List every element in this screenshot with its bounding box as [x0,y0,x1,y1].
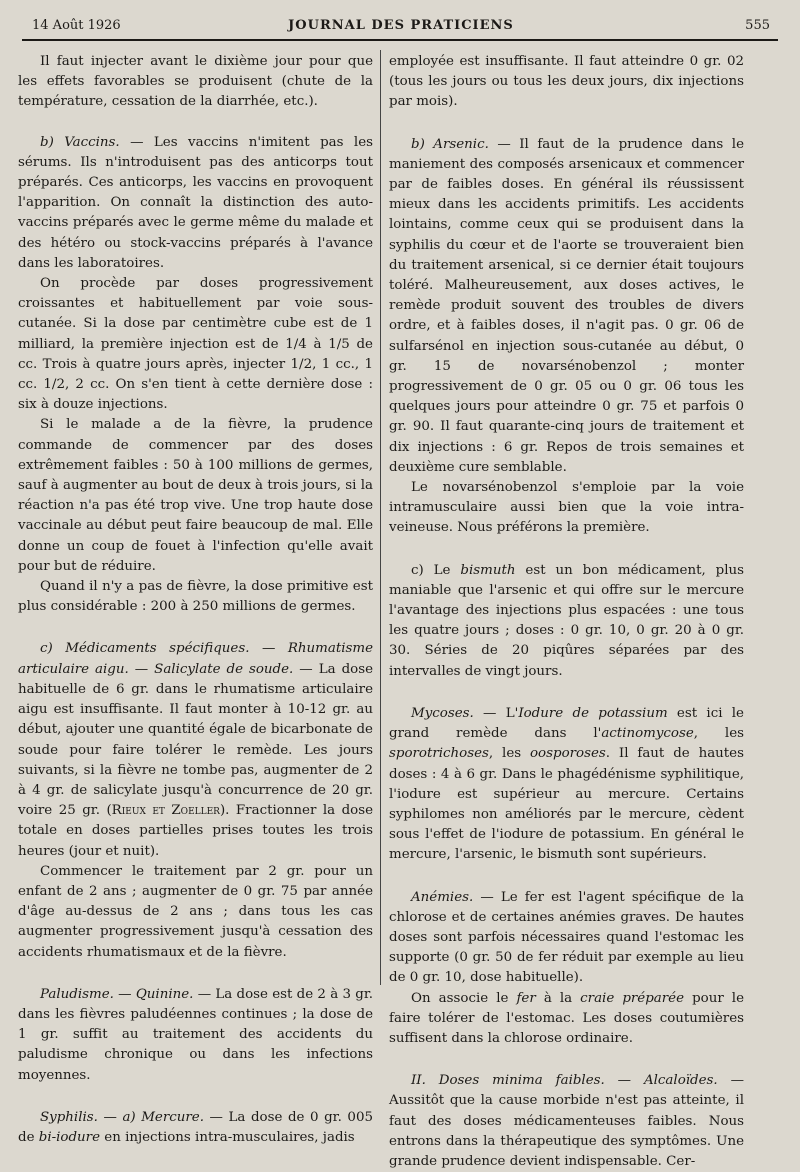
section-heading: c) Médicaments spécifiques. — Rhumatisme articulaire aigu. — Salicylate de soude. [18,641,373,677]
left-column [18,52,373,1148]
paragraph-vaccins: b) Vaccins. — Les vaccins n'imitent pas les sérums. Ils n'introduisent pas des anticorps tout préparés. Ces anticorps, les vaccins en provoquent l'apparition. On connaît la distinction des auto-vaccins préparés avec le germe même du malade et des hétéro ou stock-vaccins préparés à l'avance dans les laboratoires. [18,134,373,271]
paragraph: Quand il n'y a pas de fièvre, la dose primitive est plus considérable : 200 à 250 millions de germes. [18,579,373,615]
paragraph-fer: On associe le fer à la craie préparée pour le faire tolérer de l'estomac. Les doses coutumières suffisent dans la chlorose ordinaire. [389,990,744,1046]
paragraph: Commencer le traitement par 2 gr. pour un enfant de 2 ans ; augmenter de 0 gr. 75 par année d'âge au-dessus de 2 ans ; dans tous les cas augmenter progressivement jusqu'à cessation des accidents rhumatismaux et de la fièvre. [18,863,373,960]
paragraph-paludisme: Paludisme. — Quinine. — La dose est de 2 à 3 gr. dans les fièvres paludéennes continues ; la dose de 1 gr. suffit au traitement des accidents du paludisme chronique ou dans les infections moyennes. [18,986,373,1083]
paragraph-arsenic: b) Arsenic. — Il faut de la prudence dans le maniement des composés arsenicaux et commencer par de faibles doses. En général ils réussissent mieux dans les accidents primitifs. Les accidents lointains, comme ceux qui se produisent dans la syphilis du cœur et de l'aorte se trouveraient bien du traitement arsenical, si ce dernier était toujours toléré. Malheureusement, aux doses actives, le remède produit souvent des troubles de divers ordre, et à faibles doses, il n'agit pas. 0 gr. 06 de sulfarsénol en injection sous-cutanée au début, 0 gr. 15 de novarsénobenzol ; monter progressivement de 0 gr. 05 ou 0 gr. 06 tous les quelques jours pour atteindre 0 gr. 75 et parfois 0 gr. 90. Il faut quarante-cinq jours de traitement et dix injections : 6 gr. Repos de trois semaines et deuxième cure semblable. [389,136,744,475]
paragraph: Si le malade a de la fièvre, la prudence commande de commencer par des doses extrêmement faibles : 50 à 100 millions de germes, sauf à augmenter au bout de deux à trois jours, si la réaction n'a pas été trop vive. Une trop haute dose vaccinale au début peut faire beaucoup de mal. Elle donne un coup de fouet à l'infection qu'elle avait pour but de réduire. [18,417,373,574]
section-heading: II. Doses minima faibles. — Alcaloïdes. [411,1073,718,1089]
paragraph: Le novarsénobenzol s'emploie par la voie intramusculaire aussi bien que la voie intra-veineuse. Nous préférons la première. [389,480,744,536]
section-heading: Paludisme. — Quinine. [40,986,194,1002]
paragraph-mycoses: Mycoses. — L'Iodure de potassium est ici le grand remède dans l'actinomycose, les sporotrichoses, les oosporoses. Il faut de hautes doses : 4 à 6 gr. Dans le phagédénisme syphilitique, l'iodure est supérieur au mercure. Certains syphilomes non améliorés par le mercure, cèdent sous l'effet de l'iodure de potassium. En général le mercure, l'arsenic, le bismuth sont supérieurs. [389,705,744,863]
paragraph-syphilis: Syphilis. — a) Mercure. — La dose de 0 gr. 005 de bi-iodure en injections intra-musculaires, jadis [18,1109,373,1145]
paragraph-bismuth: c) Le bismuth est un bon médicament, plus maniable que l'arsenic et qui offre sur le mercure l'avantage des injections plus espacées : une tous les quatre jours ; doses : 0 gr. 10, 0 gr. 20 à 0 gr. 30. Séries de 20 piqûres séparées par des intervalles de vingt jours. [389,562,744,679]
author-names: Rieux et Zoeller [111,803,220,819]
paragraph-doses-minima: II. Doses minima faibles. — Alcaloïdes. — Aussitôt que la cause morbide n'est pas atteinte, il faut des doses médicamenteuses faibles. Nous entrons dans la thérapeutique des symptômes. Une grande prudence devient indispensable. Cer- [389,1073,744,1169]
paragraph: Il faut injecter avant le dixième jour pour que les effets favorables se produisent (chute de la température, cessation de la diarrhée, etc.). [18,54,373,110]
section-heading: b) Arsenic. [411,136,489,152]
paragraph: On procède par doses progressivement croissantes et habituellement par voie sous-cutanée. Si la dose par centimètre cube est de 1 milliard, la première injection est de 1/4 à 1/5 de cc. Trois à quatre jours après, injecter 1/2, 1 cc., 1 cc. 1/2, 2 cc. On s'en tient à cette dernière dose : six à douze injections. [18,276,373,413]
running-header [32,18,770,40]
section-heading: Syphilis. — a) Mercure. [40,1109,204,1125]
section-heading: b) Vaccins. [40,134,120,150]
column-divider [380,50,381,985]
issue-date: 14 Août 1926 [32,18,121,33]
section-heading: Anémies. [411,889,474,905]
page-number: 555 [745,18,770,33]
right-column [389,52,744,1172]
header-rule [22,39,778,41]
paragraph-rhumatisme: c) Médicaments spécifiques. — Rhumatisme articulaire aigu. — Salicylate de soude. — La dose habituelle de 6 gr. dans le rhumatisme articulaire aigu est insuffisante. Il faut monter à 10-12 gr. au début, ajouter une quantité égale de bicarbonate de soude pour faire tolérer le remède. Les jours suivants, si la fièvre ne tombe pas, augmenter de 2 à 4 gr. de salicylate jusqu'à concurrence de 20 gr. voire 25 gr. (Rieux et Zoeller). Fractionner la dose totale en doses partielles prises toutes les trois heures (jour et nuit). [18,641,373,859]
paragraph: employée est insuffisante. Il faut atteindre 0 gr. 02 (tous les jours ou tous les deux jours, dix injections par mois). [389,54,744,110]
section-heading: Mycoses. [411,705,474,721]
paragraph-anemies: Anémies. — Le fer est l'agent spécifique de la chlorose et de certaines anémies graves. De hautes doses sont parfois nécessaires quand l'estomac les supporte (0 gr. 50 de fer réduit par exemple au lieu de 0 gr. 10, dose habituelle). [389,889,744,986]
journal-title: JOURNAL DES PRATICIENS [288,18,514,33]
